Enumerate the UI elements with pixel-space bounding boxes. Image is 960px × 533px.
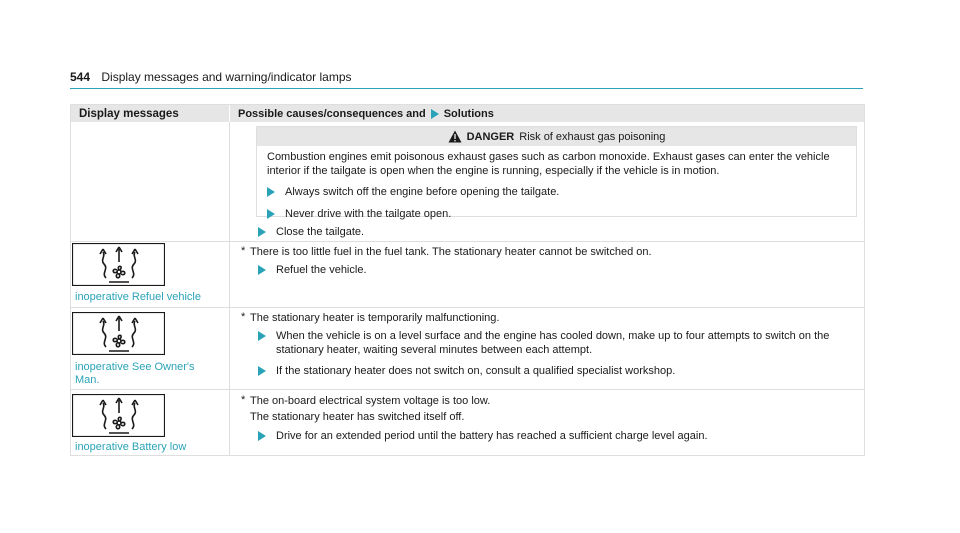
- message-line: Man.: [75, 374, 100, 386]
- cause-cell: [229, 242, 864, 307]
- message-cell: [71, 390, 229, 455]
- cause-text: There is too little fuel in the fuel tank. The stationary heater cannot be switched on.: [250, 246, 652, 258]
- danger-header: [257, 127, 856, 146]
- solution-bullet: [258, 225, 364, 239]
- arrow-right-icon: [258, 431, 266, 441]
- solution-bullet: [258, 263, 367, 277]
- asterisk: *: [241, 245, 246, 257]
- page-header: [70, 70, 352, 84]
- cause-text: The stationary heater is temporarily malfunctioning.: [250, 312, 500, 324]
- stationary-heater-icon: [72, 312, 165, 355]
- table-row: [71, 389, 864, 455]
- solution-text: If the stationary heater does not switch on, consult a qualified specialist workshop.: [276, 365, 676, 377]
- table-row: [71, 307, 864, 389]
- arrow-right-icon: [431, 109, 439, 119]
- col-header-causes-solutions: [229, 105, 864, 122]
- stationary-heater-icon: [72, 394, 165, 437]
- danger-label: DANGER: [466, 130, 515, 143]
- cause-cell: [229, 308, 864, 389]
- arrow-right-icon: [258, 366, 266, 376]
- danger-body: [257, 146, 856, 221]
- warning-triangle-icon: [448, 130, 462, 143]
- col-header-solutions-label: Solutions: [443, 107, 494, 120]
- table-row: [71, 241, 864, 307]
- solution-bullet: [258, 329, 838, 357]
- arrow-right-icon: [258, 227, 266, 237]
- cause-text: The on-board electrical system voltage is too low.: [250, 395, 491, 407]
- cause-text: The stationary heater has switched itself off.: [250, 411, 465, 423]
- empty-cell: [71, 122, 229, 241]
- col-header-display-messages: Display messages: [79, 108, 179, 120]
- solution-text: When the vehicle is on a level surface and the engine has cooled down, make up to four attempts to switch on the stationary heater, waiting several minutes between each attempt.: [276, 330, 830, 356]
- asterisk: *: [241, 394, 246, 406]
- solution-text: Drive for an extended period until the battery has reached a sufficient charge level again.: [276, 430, 708, 442]
- danger-bullet-text: Always switch off the engine before opening the tailgate.: [285, 186, 560, 198]
- page-number: 544: [70, 70, 91, 84]
- solution-text: Refuel the vehicle.: [276, 264, 367, 276]
- stationary-heater-icon: [72, 243, 165, 286]
- header-rule: [70, 88, 863, 89]
- danger-bullet-text: Never drive with the tailgate open.: [285, 208, 452, 220]
- danger-title: Risk of exhaust gas poisoning: [519, 130, 666, 143]
- arrow-right-icon: [267, 187, 275, 197]
- section-title: Display messages and warning/indicator lamps: [101, 70, 352, 84]
- danger-bullet: [267, 207, 846, 221]
- solution-bullet: [258, 429, 708, 443]
- solution-text: Close the tailgate.: [276, 226, 365, 238]
- message-line: inoperative See Owner's: [75, 361, 195, 373]
- col-header-causes-label: Possible causes/consequences and: [238, 107, 426, 120]
- asterisk: *: [241, 311, 246, 323]
- danger-bullet: [267, 185, 846, 199]
- message-text: [75, 361, 195, 387]
- table-row: [71, 122, 864, 241]
- message-cell: [71, 308, 229, 389]
- danger-text: Combustion engines emit poisonous exhaust gases such as carbon monoxide. Exhaust gases can enter the vehicle interior if the tailgate is open when the engine is running, especially if the vehicle is in motion.: [267, 151, 830, 177]
- cause-cell: [229, 390, 864, 455]
- message-text: inoperative Battery low: [75, 441, 187, 453]
- danger-box: [256, 126, 857, 220]
- danger-cell: [229, 122, 864, 241]
- solution-bullet: [258, 364, 675, 378]
- arrow-right-icon: [258, 331, 266, 341]
- arrow-right-icon: [267, 209, 275, 219]
- display-messages-table: [70, 104, 865, 456]
- arrow-right-icon: [258, 265, 266, 275]
- message-cell: [71, 242, 229, 307]
- table-header-row: [71, 105, 864, 122]
- message-text: inoperative Refuel vehicle: [75, 291, 201, 303]
